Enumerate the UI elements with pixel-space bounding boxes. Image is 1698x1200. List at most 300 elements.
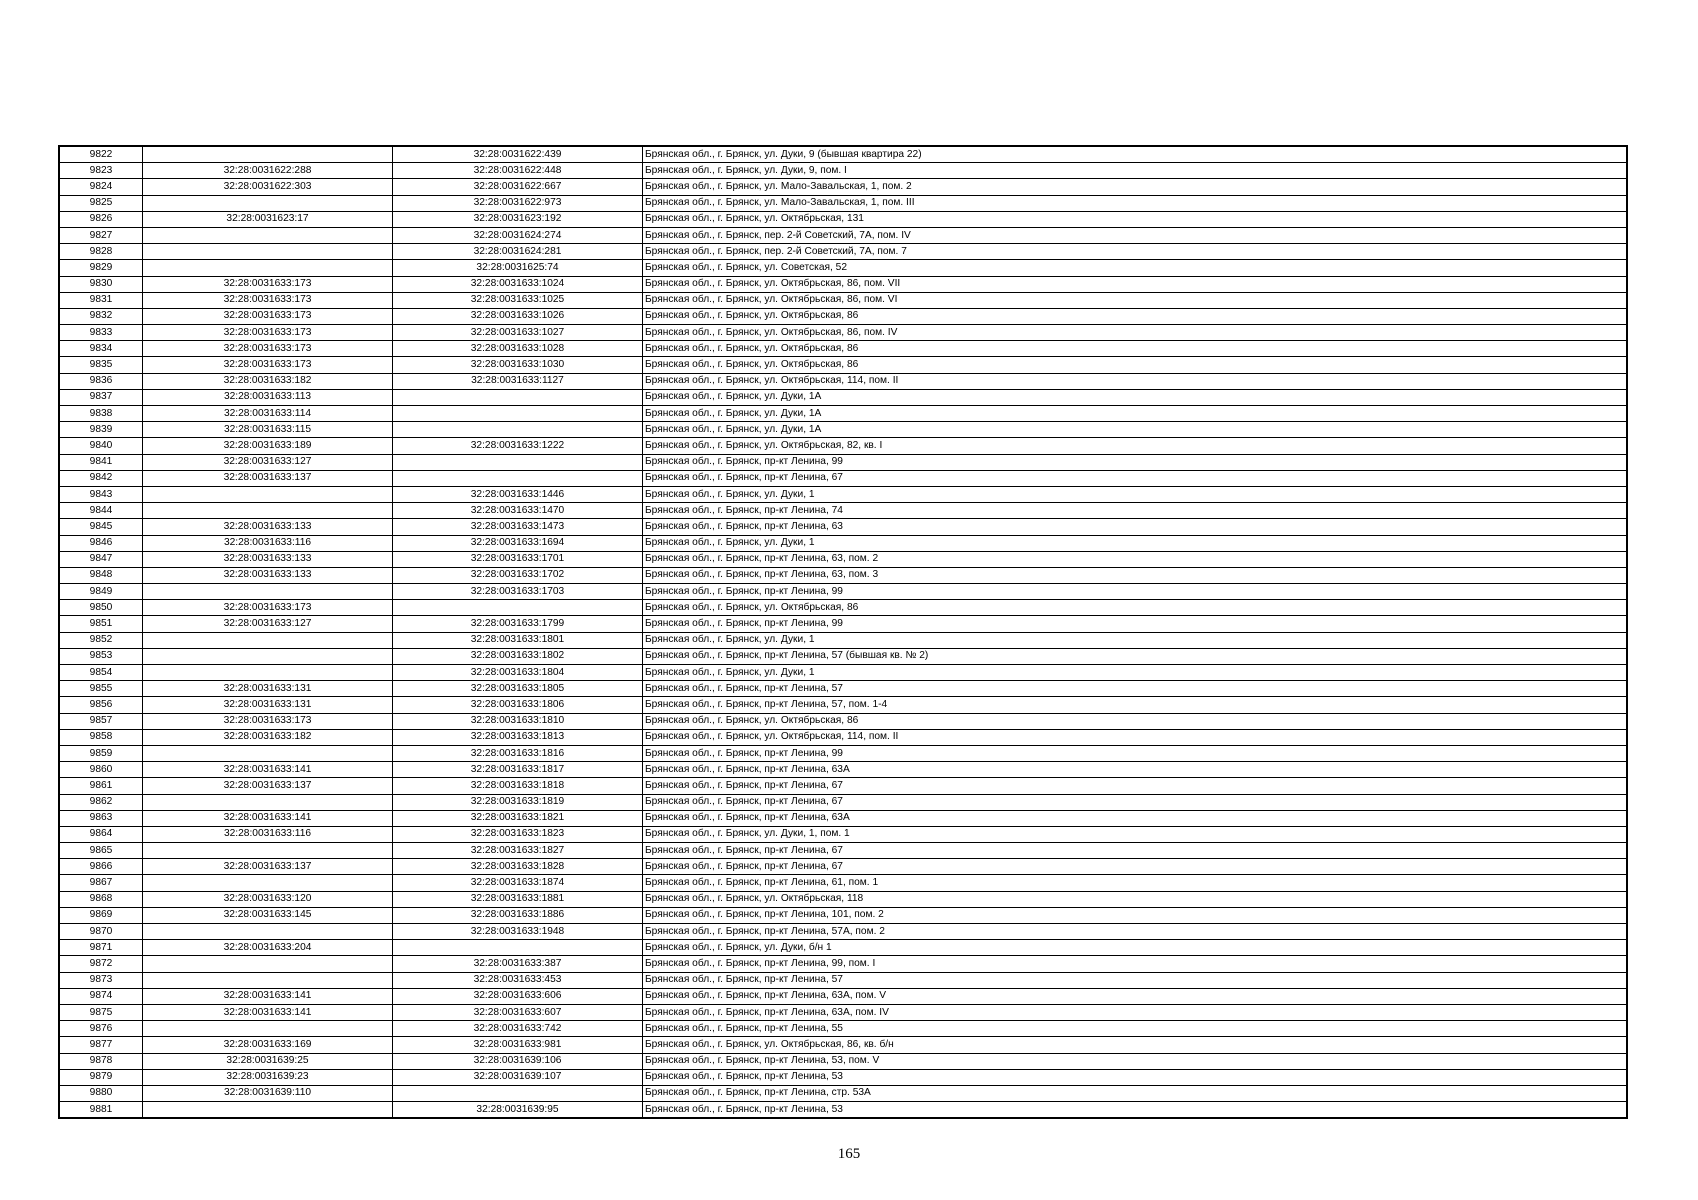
parcel-number-cell: 32:28:0031633:141 (143, 810, 393, 826)
table-row (59, 584, 1627, 600)
parcel-number-cell (143, 486, 393, 502)
parcel-number-cell: 32:28:0031633:169 (143, 1037, 393, 1053)
object-number-cell: 32:28:0031633:981 (393, 1037, 643, 1053)
row-number-cell: 9840 (59, 438, 143, 454)
parcel-number-cell: 32:28:0031633:173 (143, 713, 393, 729)
address-cell: Брянская обл., г. Брянск, пр-кт Ленина, 63А, пом. V (643, 988, 1628, 1004)
table-row (59, 826, 1627, 842)
row-number-cell: 9862 (59, 794, 143, 810)
address-cell: Брянская обл., г. Брянск, ул. Мало-Завальская, 1, пом. III (643, 195, 1628, 211)
parcel-number-cell (143, 745, 393, 761)
parcel-number-cell: 32:28:0031633:127 (143, 616, 393, 632)
address-cell: Брянская обл., г. Брянск, пр-кт Ленина, 67 (643, 778, 1628, 794)
object-number-cell (393, 940, 643, 956)
parcel-number-cell: 32:28:0031633:133 (143, 519, 393, 535)
row-number-cell: 9836 (59, 373, 143, 389)
row-number-cell: 9823 (59, 163, 143, 179)
object-number-cell: 32:28:0031639:106 (393, 1053, 643, 1069)
object-number-cell: 32:28:0031622:448 (393, 163, 643, 179)
address-cell: Брянская обл., г. Брянск, пр-кт Ленина, 99 (643, 454, 1628, 470)
row-number-cell: 9850 (59, 600, 143, 616)
object-number-cell: 32:28:0031624:274 (393, 227, 643, 243)
row-number-cell: 9853 (59, 648, 143, 664)
address-cell: Брянская обл., г. Брянск, пр-кт Ленина, 99, пом. I (643, 956, 1628, 972)
table-row (59, 697, 1627, 713)
address-cell: Брянская обл., г. Брянск, пр-кт Ленина, 53 (643, 1102, 1628, 1119)
object-number-cell: 32:28:0031633:1886 (393, 907, 643, 923)
row-number-cell: 9841 (59, 454, 143, 470)
parcel-number-cell: 32:28:0031633:141 (143, 1004, 393, 1020)
parcel-number-cell (143, 244, 393, 260)
address-cell: Брянская обл., г. Брянск, пр-кт Ленина, 57А, пом. 2 (643, 924, 1628, 940)
row-number-cell: 9851 (59, 616, 143, 632)
object-number-cell: 32:28:0031633:1816 (393, 745, 643, 761)
parcel-number-cell: 32:28:0031633:173 (143, 292, 393, 308)
object-number-cell: 32:28:0031633:1799 (393, 616, 643, 632)
address-cell: Брянская обл., г. Брянск, ул. Дуки, 9, пом. I (643, 163, 1628, 179)
table-row (59, 972, 1627, 988)
address-cell: Брянская обл., г. Брянск, пр-кт Ленина, 55 (643, 1021, 1628, 1037)
object-number-cell (393, 454, 643, 470)
object-number-cell: 32:28:0031633:1027 (393, 325, 643, 341)
parcel-number-cell (143, 503, 393, 519)
object-number-cell: 32:28:0031633:1025 (393, 292, 643, 308)
table-row (59, 406, 1627, 422)
address-cell: Брянская обл., г. Брянск, ул. Октябрьская, 86 (643, 341, 1628, 357)
parcel-number-cell: 32:28:0031639:110 (143, 1085, 393, 1101)
parcel-number-cell: 32:28:0031633:120 (143, 891, 393, 907)
object-number-cell: 32:28:0031633:1026 (393, 308, 643, 324)
address-cell: Брянская обл., г. Брянск, ул. Дуки, б/н 1 (643, 940, 1628, 956)
table-row (59, 211, 1627, 227)
row-number-cell: 9876 (59, 1021, 143, 1037)
address-cell: Брянская обл., г. Брянск, пр-кт Ленина, 63, пом. 3 (643, 567, 1628, 583)
parcel-number-cell: 32:28:0031633:204 (143, 940, 393, 956)
table-row (59, 616, 1627, 632)
address-cell: Брянская обл., г. Брянск, ул. Дуки, 1, пом. 1 (643, 826, 1628, 842)
table-row (59, 276, 1627, 292)
object-number-cell: 32:28:0031633:1948 (393, 924, 643, 940)
table-row (59, 778, 1627, 794)
object-number-cell: 32:28:0031633:1802 (393, 648, 643, 664)
address-cell: Брянская обл., г. Брянск, пр-кт Ленина, 99 (643, 584, 1628, 600)
address-cell: Брянская обл., г. Брянск, пр-кт Ленина, 53, пом. V (643, 1053, 1628, 1069)
address-cell: Брянская обл., г. Брянск, ул. Советская, 52 (643, 260, 1628, 276)
address-cell: Брянская обл., г. Брянск, ул. Октябрьская, 86 (643, 357, 1628, 373)
address-cell: Брянская обл., г. Брянск, ул. Октябрьская, 131 (643, 211, 1628, 227)
parcel-number-cell: 32:28:0031633:173 (143, 276, 393, 292)
table-row (59, 1037, 1627, 1053)
address-cell: Брянская обл., г. Брянск, ул. Октябрьская, 82, кв. I (643, 438, 1628, 454)
row-number-cell: 9849 (59, 584, 143, 600)
address-cell: Брянская обл., г. Брянск, ул. Октябрьская, 86, пом. IV (643, 325, 1628, 341)
parcel-number-cell: 32:28:0031639:25 (143, 1053, 393, 1069)
table-row (59, 373, 1627, 389)
object-number-cell: 32:28:0031633:1806 (393, 697, 643, 713)
table-row (59, 227, 1627, 243)
page-number: 165 (837, 1146, 861, 1162)
table-row (59, 1085, 1627, 1101)
row-number-cell: 9863 (59, 810, 143, 826)
object-number-cell: 32:28:0031622:973 (393, 195, 643, 211)
table-row (59, 422, 1627, 438)
row-number-cell: 9827 (59, 227, 143, 243)
parcel-number-cell (143, 584, 393, 600)
row-number-cell: 9881 (59, 1102, 143, 1119)
object-number-cell: 32:28:0031633:1702 (393, 567, 643, 583)
object-number-cell: 32:28:0031633:1703 (393, 584, 643, 600)
table-row (59, 1102, 1627, 1119)
row-number-cell: 9870 (59, 924, 143, 940)
parcel-number-cell: 32:28:0031633:116 (143, 826, 393, 842)
table-row (59, 357, 1627, 373)
table-row (59, 146, 1627, 163)
address-cell: Брянская обл., г. Брянск, ул. Дуки, 9 (бывшая квартира 22) (643, 146, 1628, 163)
table-row (59, 762, 1627, 778)
table-row (59, 940, 1627, 956)
address-cell: Брянская обл., г. Брянск, ул. Октябрьская, 114, пом. II (643, 729, 1628, 745)
table-row (59, 244, 1627, 260)
table-row (59, 924, 1627, 940)
object-number-cell: 32:28:0031633:1024 (393, 276, 643, 292)
parcel-number-cell (143, 924, 393, 940)
address-cell: Брянская обл., г. Брянск, ул. Октябрьская, 86 (643, 600, 1628, 616)
object-number-cell: 32:28:0031633:1810 (393, 713, 643, 729)
table-row (59, 859, 1627, 875)
object-number-cell: 32:28:0031633:1222 (393, 438, 643, 454)
parcel-number-cell: 32:28:0031633:173 (143, 600, 393, 616)
row-number-cell: 9830 (59, 276, 143, 292)
row-number-cell: 9858 (59, 729, 143, 745)
object-number-cell (393, 470, 643, 486)
table-row (59, 1069, 1627, 1085)
row-number-cell: 9879 (59, 1069, 143, 1085)
row-number-cell: 9845 (59, 519, 143, 535)
table-row (59, 843, 1627, 859)
row-number-cell: 9824 (59, 179, 143, 195)
parcel-number-cell: 32:28:0031633:141 (143, 762, 393, 778)
row-number-cell: 9829 (59, 260, 143, 276)
address-cell: Брянская обл., г. Брянск, пер. 2-й Советский, 7А, пом. IV (643, 227, 1628, 243)
address-cell: Брянская обл., г. Брянск, пр-кт Ленина, 67 (643, 470, 1628, 486)
address-cell: Брянская обл., г. Брянск, пр-кт Ленина, стр. 53А (643, 1085, 1628, 1101)
address-cell: Брянская обл., г. Брянск, ул. Октябрьская, 86, пом. VII (643, 276, 1628, 292)
table-row (59, 907, 1627, 923)
address-cell: Брянская обл., г. Брянск, пр-кт Ленина, 63А (643, 810, 1628, 826)
parcel-number-cell (143, 875, 393, 891)
row-number-cell: 9866 (59, 859, 143, 875)
object-number-cell: 32:28:0031633:453 (393, 972, 643, 988)
row-number-cell: 9861 (59, 778, 143, 794)
row-number-cell: 9856 (59, 697, 143, 713)
object-number-cell: 32:28:0031639:95 (393, 1102, 643, 1119)
address-cell: Брянская обл., г. Брянск, пр-кт Ленина, 99 (643, 745, 1628, 761)
object-number-cell: 32:28:0031633:1694 (393, 535, 643, 551)
address-cell: Брянская обл., г. Брянск, пр-кт Ленина, 67 (643, 843, 1628, 859)
table-row (59, 470, 1627, 486)
row-number-cell: 9838 (59, 406, 143, 422)
row-number-cell: 9842 (59, 470, 143, 486)
row-number-cell: 9852 (59, 632, 143, 648)
parcel-number-cell (143, 843, 393, 859)
row-number-cell: 9828 (59, 244, 143, 260)
object-number-cell: 32:28:0031633:1821 (393, 810, 643, 826)
registry-table (58, 145, 1628, 1119)
parcel-number-cell: 32:28:0031633:114 (143, 406, 393, 422)
address-cell: Брянская обл., г. Брянск, ул. Дуки, 1 (643, 632, 1628, 648)
row-number-cell: 9860 (59, 762, 143, 778)
address-cell: Брянская обл., г. Брянск, ул. Октябрьская, 86 (643, 308, 1628, 324)
parcel-number-cell: 32:28:0031633:115 (143, 422, 393, 438)
parcel-number-cell: 32:28:0031633:133 (143, 551, 393, 567)
parcel-number-cell (143, 195, 393, 211)
parcel-number-cell: 32:28:0031622:303 (143, 179, 393, 195)
table-row (59, 1004, 1627, 1020)
address-cell: Брянская обл., г. Брянск, пр-кт Ленина, 57, пом. 1-4 (643, 697, 1628, 713)
row-number-cell: 9880 (59, 1085, 143, 1101)
object-number-cell: 32:28:0031639:107 (393, 1069, 643, 1085)
row-number-cell: 9872 (59, 956, 143, 972)
table-row (59, 632, 1627, 648)
table-row (59, 600, 1627, 616)
object-number-cell: 32:28:0031622:667 (393, 179, 643, 195)
table-row (59, 681, 1627, 697)
object-number-cell: 32:28:0031633:1827 (393, 843, 643, 859)
address-cell: Брянская обл., г. Брянск, ул. Дуки, 1А (643, 406, 1628, 422)
table-row (59, 794, 1627, 810)
parcel-number-cell: 32:28:0031639:23 (143, 1069, 393, 1085)
row-number-cell: 9867 (59, 875, 143, 891)
table-row (59, 1021, 1627, 1037)
table-row (59, 503, 1627, 519)
table-row (59, 454, 1627, 470)
parcel-number-cell: 32:28:0031633:116 (143, 535, 393, 551)
table-row (59, 745, 1627, 761)
row-number-cell: 9873 (59, 972, 143, 988)
table-row (59, 810, 1627, 826)
object-number-cell: 32:28:0031633:1701 (393, 551, 643, 567)
parcel-number-cell (143, 648, 393, 664)
parcel-number-cell (143, 1102, 393, 1119)
row-number-cell: 9846 (59, 535, 143, 551)
parcel-number-cell (143, 632, 393, 648)
object-number-cell (393, 1085, 643, 1101)
parcel-number-cell (143, 146, 393, 163)
address-cell: Брянская обл., г. Брянск, ул. Октябрьская, 86 (643, 713, 1628, 729)
parcel-number-cell: 32:28:0031633:173 (143, 341, 393, 357)
row-number-cell: 9844 (59, 503, 143, 519)
row-number-cell: 9837 (59, 389, 143, 405)
table-row (59, 195, 1627, 211)
object-number-cell: 32:28:0031633:606 (393, 988, 643, 1004)
row-number-cell: 9864 (59, 826, 143, 842)
object-number-cell: 32:28:0031633:387 (393, 956, 643, 972)
object-number-cell: 32:28:0031633:1823 (393, 826, 643, 842)
object-number-cell: 32:28:0031633:1470 (393, 503, 643, 519)
address-cell: Брянская обл., г. Брянск, ул. Дуки, 1 (643, 535, 1628, 551)
object-number-cell: 32:28:0031622:439 (393, 146, 643, 163)
parcel-number-cell: 32:28:0031633:189 (143, 438, 393, 454)
parcel-number-cell: 32:28:0031633:113 (143, 389, 393, 405)
address-cell: Брянская обл., г. Брянск, ул. Октябрьская, 114, пом. II (643, 373, 1628, 389)
row-number-cell: 9848 (59, 567, 143, 583)
object-number-cell: 32:28:0031633:742 (393, 1021, 643, 1037)
address-cell: Брянская обл., г. Брянск, пр-кт Ленина, 61, пом. 1 (643, 875, 1628, 891)
address-cell: Брянская обл., г. Брянск, пер. 2-й Советский, 7А, пом. 7 (643, 244, 1628, 260)
parcel-number-cell: 32:28:0031633:133 (143, 567, 393, 583)
object-number-cell (393, 389, 643, 405)
address-cell: Брянская обл., г. Брянск, ул. Дуки, 1 (643, 486, 1628, 502)
table-row (59, 1053, 1627, 1069)
parcel-number-cell: 32:28:0031633:137 (143, 470, 393, 486)
parcel-number-cell: 32:28:0031633:141 (143, 988, 393, 1004)
address-cell: Брянская обл., г. Брянск, пр-кт Ленина, 57 (643, 681, 1628, 697)
row-number-cell: 9868 (59, 891, 143, 907)
parcel-number-cell: 32:28:0031633:131 (143, 697, 393, 713)
row-number-cell: 9865 (59, 843, 143, 859)
row-number-cell: 9843 (59, 486, 143, 502)
table-row (59, 535, 1627, 551)
object-number-cell: 32:28:0031633:1801 (393, 632, 643, 648)
address-cell: Брянская обл., г. Брянск, ул. Дуки, 1А (643, 389, 1628, 405)
row-number-cell: 9871 (59, 940, 143, 956)
address-cell: Брянская обл., г. Брянск, пр-кт Ленина, 74 (643, 503, 1628, 519)
parcel-number-cell (143, 665, 393, 681)
object-number-cell: 32:28:0031633:1805 (393, 681, 643, 697)
parcel-number-cell: 32:28:0031633:137 (143, 859, 393, 875)
row-number-cell: 9857 (59, 713, 143, 729)
object-number-cell: 32:28:0031633:1446 (393, 486, 643, 502)
parcel-number-cell (143, 1021, 393, 1037)
address-cell: Брянская обл., г. Брянск, пр-кт Ленина, 63, пом. 2 (643, 551, 1628, 567)
address-cell: Брянская обл., г. Брянск, ул. Мало-Завальская, 1, пом. 2 (643, 179, 1628, 195)
table-row (59, 519, 1627, 535)
address-cell: Брянская обл., г. Брянск, пр-кт Ленина, 63А (643, 762, 1628, 778)
parcel-number-cell: 32:28:0031633:173 (143, 357, 393, 373)
address-cell: Брянская обл., г. Брянск, ул. Дуки, 1 (643, 665, 1628, 681)
row-number-cell: 9832 (59, 308, 143, 324)
address-cell: Брянская обл., г. Брянск, пр-кт Ленина, 57 (643, 972, 1628, 988)
row-number-cell: 9833 (59, 325, 143, 341)
table-row (59, 875, 1627, 891)
table-row (59, 648, 1627, 664)
address-cell: Брянская обл., г. Брянск, пр-кт Ленина, 101, пом. 2 (643, 907, 1628, 923)
address-cell: Брянская обл., г. Брянск, пр-кт Ленина, 63А, пом. IV (643, 1004, 1628, 1020)
address-cell: Брянская обл., г. Брянск, пр-кт Ленина, 63 (643, 519, 1628, 535)
parcel-number-cell: 32:28:0031633:137 (143, 778, 393, 794)
address-cell: Брянская обл., г. Брянск, пр-кт Ленина, 53 (643, 1069, 1628, 1085)
table-row (59, 956, 1627, 972)
table-row (59, 665, 1627, 681)
parcel-number-cell: 32:28:0031623:17 (143, 211, 393, 227)
parcel-number-cell (143, 972, 393, 988)
object-number-cell (393, 406, 643, 422)
row-number-cell: 9826 (59, 211, 143, 227)
parcel-number-cell: 32:28:0031633:182 (143, 373, 393, 389)
object-number-cell: 32:28:0031633:1881 (393, 891, 643, 907)
object-number-cell: 32:28:0031633:1028 (393, 341, 643, 357)
address-cell: Брянская обл., г. Брянск, пр-кт Ленина, 67 (643, 794, 1628, 810)
address-cell: Брянская обл., г. Брянск, ул. Дуки, 1А (643, 422, 1628, 438)
table-row (59, 486, 1627, 502)
table-row (59, 260, 1627, 276)
row-number-cell: 9831 (59, 292, 143, 308)
parcel-number-cell: 32:28:0031633:173 (143, 325, 393, 341)
table-row (59, 308, 1627, 324)
table-row (59, 163, 1627, 179)
table-row (59, 551, 1627, 567)
object-number-cell (393, 422, 643, 438)
parcel-number-cell (143, 227, 393, 243)
row-number-cell: 9835 (59, 357, 143, 373)
object-number-cell: 32:28:0031633:1030 (393, 357, 643, 373)
table-row (59, 713, 1627, 729)
row-number-cell: 9869 (59, 907, 143, 923)
address-cell: Брянская обл., г. Брянск, пр-кт Ленина, 57 (бывшая кв. № 2) (643, 648, 1628, 664)
row-number-cell: 9875 (59, 1004, 143, 1020)
object-number-cell: 32:28:0031623:192 (393, 211, 643, 227)
parcel-number-cell: 32:28:0031633:145 (143, 907, 393, 923)
parcel-number-cell: 32:28:0031622:288 (143, 163, 393, 179)
object-number-cell: 32:28:0031633:1127 (393, 373, 643, 389)
row-number-cell: 9822 (59, 146, 143, 163)
parcel-number-cell (143, 260, 393, 276)
object-number-cell: 32:28:0031625:74 (393, 260, 643, 276)
table-row (59, 438, 1627, 454)
object-number-cell: 32:28:0031633:607 (393, 1004, 643, 1020)
object-number-cell: 32:28:0031624:281 (393, 244, 643, 260)
table-row (59, 567, 1627, 583)
parcel-number-cell (143, 794, 393, 810)
row-number-cell: 9847 (59, 551, 143, 567)
row-number-cell: 9874 (59, 988, 143, 1004)
address-cell: Брянская обл., г. Брянск, пр-кт Ленина, 67 (643, 859, 1628, 875)
object-number-cell: 32:28:0031633:1819 (393, 794, 643, 810)
address-cell: Брянская обл., г. Брянск, ул. Октябрьская, 86, кв. б/н (643, 1037, 1628, 1053)
object-number-cell: 32:28:0031633:1874 (393, 875, 643, 891)
parcel-number-cell: 32:28:0031633:131 (143, 681, 393, 697)
object-number-cell: 32:28:0031633:1804 (393, 665, 643, 681)
parcel-number-cell (143, 956, 393, 972)
row-number-cell: 9839 (59, 422, 143, 438)
address-cell: Брянская обл., г. Брянск, пр-кт Ленина, 99 (643, 616, 1628, 632)
address-cell: Брянская обл., г. Брянск, ул. Октябрьская, 86, пом. VI (643, 292, 1628, 308)
object-number-cell (393, 600, 643, 616)
row-number-cell: 9834 (59, 341, 143, 357)
parcel-number-cell: 32:28:0031633:173 (143, 308, 393, 324)
row-number-cell: 9877 (59, 1037, 143, 1053)
object-number-cell: 32:28:0031633:1813 (393, 729, 643, 745)
table-row (59, 389, 1627, 405)
row-number-cell: 9878 (59, 1053, 143, 1069)
row-number-cell: 9855 (59, 681, 143, 697)
object-number-cell: 32:28:0031633:1818 (393, 778, 643, 794)
object-number-cell: 32:28:0031633:1817 (393, 762, 643, 778)
table-row (59, 341, 1627, 357)
row-number-cell: 9825 (59, 195, 143, 211)
registry-table-body (59, 146, 1627, 1118)
table-row (59, 729, 1627, 745)
object-number-cell: 32:28:0031633:1473 (393, 519, 643, 535)
address-cell: Брянская обл., г. Брянск, ул. Октябрьская, 118 (643, 891, 1628, 907)
table-row (59, 179, 1627, 195)
object-number-cell: 32:28:0031633:1828 (393, 859, 643, 875)
table-row (59, 292, 1627, 308)
row-number-cell: 9859 (59, 745, 143, 761)
parcel-number-cell: 32:28:0031633:182 (143, 729, 393, 745)
parcel-number-cell: 32:28:0031633:127 (143, 454, 393, 470)
table-row (59, 891, 1627, 907)
